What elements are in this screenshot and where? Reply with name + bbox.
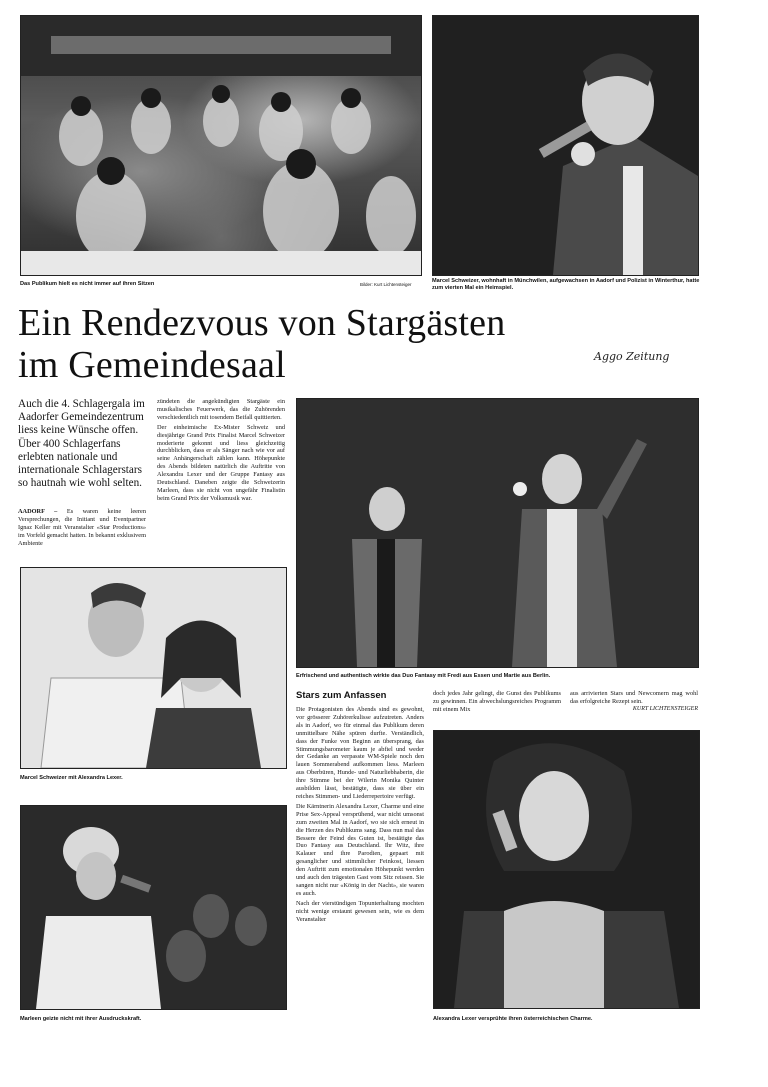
crowd-photo [20,15,422,276]
body-column-4: doch jedes Jahr gelingt, die Gunst des Publikums zu gewinnen. Ein abwechslungsreiches Programm mit einem Mix [433,690,561,713]
alexandra-caption: Alexandra Lexer versprühte ihren österreichischen Charme. [433,1016,593,1022]
lead-paragraph: Auch die 4. Schlagergala im Aadorfer Gemeindezentrum liess keine Wünsche offen. Über 400 Schlagerfans erlebten nationale und internationale Schlagerstars so hautnah wie wohl selten. [18,398,145,490]
marleen-photo [20,805,287,1010]
alexandra-illustration [434,731,699,1008]
singer-top-photo [432,15,699,276]
body-column-2-p2: Der einheimische Ex-Mister Schweiz und diesjährige Grand Prix Finalist Marcel Schweizer moderierte gekonnt und liess gleichzeitig durchblicken, dass er als Sänger nach wie vor auf seine Anhängerschaft zählen kann. Höhepunkte des Abends bildeten natürlich die Auftritte von Alexandra Lexer und der Gruppe Fantasy aus Deutschland. Daneben zeigte die Schweizerin Marleen, dass sie nicht von ungefähr Finalistin beim Grand Prix der Volksmusik war. [157,423,285,502]
headline-line1: Ein Rendezvous von Stargästen [18,302,506,344]
duo-photo [296,398,699,668]
body-column-3-p1: Die Protagonisten des Abends sind es gewohnt, vor grösserer Zuhörerkulisse aufzutreten. Anders als in Aadorf, wo für einmal das Publikum deren unmittelbare Nähe spüren durfte. Verständlich, dass der Funke von Beginn an übersprang, das Stimmungsbarometer kaum je abfiel und weder der Gedanke an verpasste WM-Spiele noch den lauen Sommerabend aufkommen liess. Marleen aus Oberbüren, Hunde- und Naturliebhaberin, die ihre Stimme bei der Wilerin Monika Quinter ausbilden lässt, bestätigte, dass sie über ein reiches Stimmen- und Liederrepertoire verfügt. [296,706,424,800]
crowd-caption: Das Publikum hielt es nicht immer auf ihren Sitzen [20,281,155,287]
body-column-3 [296,706,424,925]
body-column-1-text: Es waren keine leeren Versprechungen, die Initiant und Eventpartner Ignaz Keller mit Veranstalter «Star Productions» im Vorfeld gemacht hatten. In bekannt exklusivem Ambiente [18,508,146,547]
couple-illustration [21,568,286,768]
author: KURT LICHTENSTEIGER [632,705,698,712]
duo-caption: Erfrischend und authentisch wirkte das Duo Fantasy mit Fredi aus Essen und Martie aus Berlin. [296,673,551,679]
subhead: Stars zum Anfassen [296,690,387,701]
body-column-3-p2: Die Kärntnerin Alexandra Lexer, Charme und eine Prise Sex-Appeal versprühend, war nicht umsonst zum zweiten Mal in Aadorf, wo sie sich erneut in die Herzen des Publikums sang. Dass nun mal das Bessere der Feind des Guten ist, bestätigte das Duo Fantasy aus Deutschland. Ihr Witz, ihre Kalauer und ihre Parodien, gepaart mit gesanglicher und stimmlicher Feinkost, liessen den Auftritt zum emotionalen Höhepunkt werden und auch den trägesten Gast vom Sitz reissen. Sie sangen nicht nur «König in der Nacht», sie waren es auch. [296,802,424,897]
body-column-2 [157,398,285,505]
singer-top-caption: Marcel Schweizer, wohnhaft in Münchwilen, aufgewachsen in Aadorf und Polizist in Winterthur, hatte zum vierten Mal ein Heimspiel. [432,278,700,291]
handwritten-source: Aggo Zeitung [594,350,670,363]
singer-top-illustration [433,16,698,275]
alexandra-photo [433,730,700,1009]
dateline: AADORF – [18,508,58,515]
couple-caption: Marcel Schweizer mit Alexandra Lexer. [20,775,123,781]
body-column-5-text: aus arrivierten Stars und Newcomern mag wohl das erfolgreiche Rezept sein. [570,690,698,705]
couple-photo [20,567,287,769]
marleen-caption: Marleen geizte nicht mit ihrer Ausdruckskraft. [20,1016,142,1022]
headline-line2: im Gemeindesaal [18,344,286,386]
photo-credit: Bilder: Kurt Lichtensteiger [360,282,412,287]
body-column-3-p3: Nach der vierstündigen Topunterhaltung mochten nicht wenige erstaunt gewesen sein, wie es dem Veranstalter [296,899,424,923]
crowd-photo-illustration [21,16,421,275]
body-column-2-p1: zündeten die angekündigten Stargäste ein musikalisches Feuerwerk, das die Zuhörenden verschiedentlich mit tosendem Beifall quittierten. [157,398,285,421]
body-column-5 [570,690,698,714]
duo-illustration [297,399,698,667]
body-column-1 [18,508,146,548]
headline [18,302,578,386]
marleen-illustration [21,806,286,1009]
